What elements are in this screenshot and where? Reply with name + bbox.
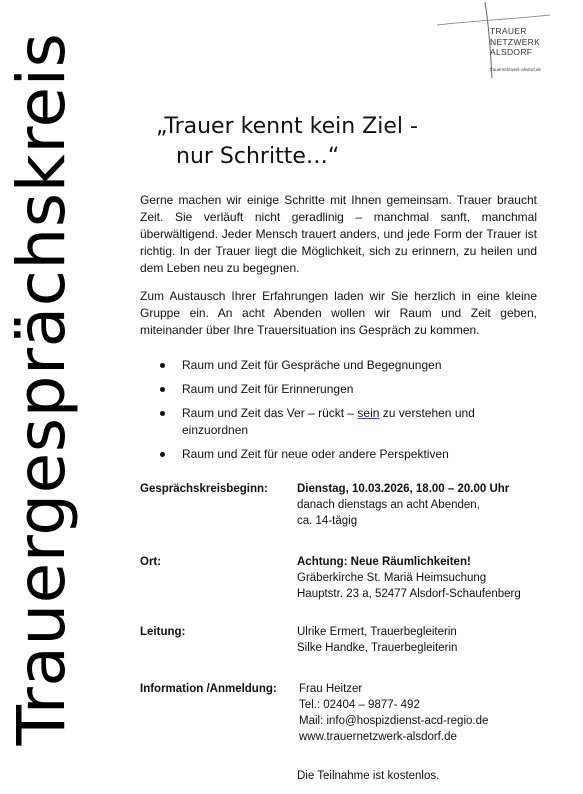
logo-line-3: ALSDORF xyxy=(490,47,533,57)
headline-line-2: nur Schritte…“ xyxy=(176,144,340,169)
start-interval: ca. 14-tägig xyxy=(297,515,358,527)
info-contact: Frau Heitzer xyxy=(299,683,363,695)
bullet-item-understanding xyxy=(160,405,540,439)
place-label: Ort: xyxy=(140,556,162,568)
start-date: Dienstag, 10.03.2026, 18.00 – 20.00 Uhr xyxy=(297,483,510,495)
info-mail: Mail: info@hospizdienst-acd-regio.de xyxy=(299,715,489,727)
intro-paragraph: Gerne machen wir einige Schritte mit Ihnen gemeinsam. Trauer braucht Zeit. Sie verläuft nicht geradlinig – manchmal sanft, manchmal überwältigend. Jeder Mensch trauert anders, und jede Form der Trauer ist richtig. In der Trauer liegt die Möglichkeit, sich zu erinnern, zu heilen und dem Leben neu zu begegnen. xyxy=(140,193,537,275)
info-website: www.trauernetzwerk-alsdorf.de xyxy=(299,731,457,743)
logo-text xyxy=(490,26,540,58)
logo-line-1: TRAUER xyxy=(490,26,527,36)
bullet-text-after: zu verstehen und einzuordnen xyxy=(182,406,475,437)
place-venue: Gräberkirche St. Mariä Heimsuchung xyxy=(297,572,487,584)
logo-url: trauernetzwerk-alsdorf.de xyxy=(490,67,542,72)
headline xyxy=(156,112,476,172)
start-frequency: danach dienstags an acht Abenden, xyxy=(297,499,480,511)
bullet-item-conversations: Raum und Zeit für Gespräche und Begegnungen xyxy=(160,357,540,374)
lead-label: Leitung: xyxy=(140,626,186,638)
bullet-text-before: Raum und Zeit das Ver – rückt – xyxy=(182,406,358,420)
underlined-word: sein xyxy=(357,406,380,420)
start-value xyxy=(297,481,547,529)
info-value xyxy=(299,681,549,745)
bullet-item-memories: Raum und Zeit für Erinnerungen xyxy=(160,381,540,398)
place-address: Hauptstr. 23 a, 52477 Alsdorf-Schaufenberg xyxy=(297,588,521,600)
start-label: Gesprächskreisbeginn: xyxy=(140,483,268,495)
logo-line-2: NETZWERK xyxy=(490,36,541,47)
bullet-list xyxy=(160,357,540,470)
invitation-paragraph: Zum Austausch Ihrer Erfahrungen laden wir Sie herzlich in eine kleine Gruppe ein. An acht Abenden wollen wir Raum und Zeit geben, miteinander über Ihre Trauersituation ins Gespräch zu kommen. xyxy=(140,289,537,337)
bullet-item-perspectives: Raum und Zeit für neue oder andere Perspektiven xyxy=(160,446,540,463)
headline-line-1: „Trauer kennt kein Ziel - xyxy=(156,114,418,139)
lead-value xyxy=(297,624,547,656)
lead-person-1: Ulrike Ermert, Trauerbegleiterin xyxy=(297,626,457,638)
footer-note: Die Teilnahme ist kostenlos. xyxy=(297,770,440,782)
place-value xyxy=(297,554,547,602)
info-label: Information /Anmeldung: xyxy=(140,683,277,695)
info-phone: Tel.: 02404 – 9877- 492 xyxy=(299,699,420,711)
lead-person-2: Silke Handke, Trauerbegleiterin xyxy=(297,642,458,654)
vertical-title: Trauergesprächskreis xyxy=(3,32,80,746)
place-notice: Achtung: Neue Räumlichkeiten! xyxy=(297,556,471,568)
